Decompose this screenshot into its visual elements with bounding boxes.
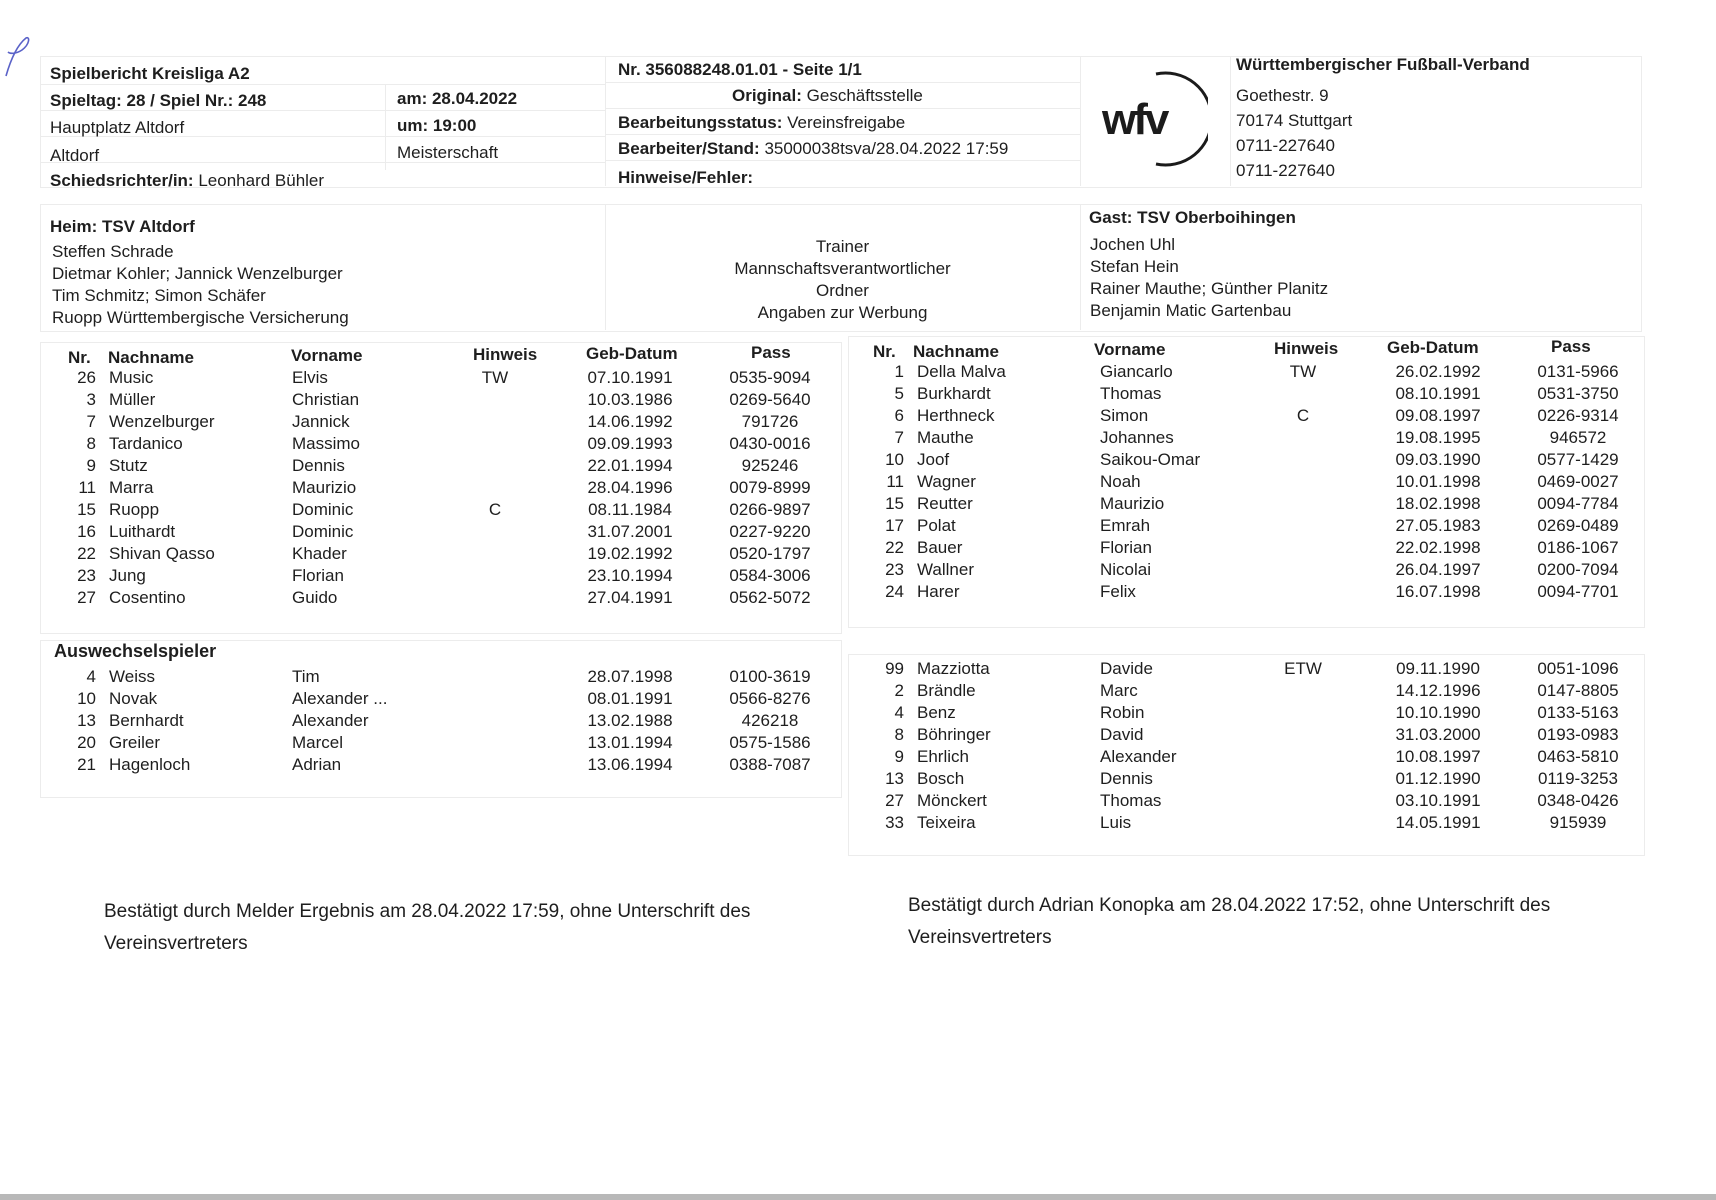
player-geb: 19.02.1992 [587,544,673,563]
home-official-trainer: Steffen Schrade [52,242,174,261]
player-geb: 09.03.1990 [1395,450,1481,469]
player-pass: 0079-8999 [729,478,811,497]
notes-label: Hinweise/Fehler: [618,168,754,187]
player-geb: 10.03.1986 [587,390,673,409]
player-vorname: Khader [292,544,347,563]
player-nr: 17 [885,516,904,535]
player-vorname: Thomas [1100,384,1162,403]
player-hinweis: C [1296,406,1310,425]
player-nachname: Wenzelburger [109,412,215,431]
player-vorname: Johannes [1100,428,1174,447]
player-pass: 0193-0983 [1537,725,1619,744]
player-nr: 4 [86,667,96,686]
status-line: Bearbeitungsstatus: Vereinsfreigabe [618,113,906,132]
player-hinweis: ETW [1284,659,1322,678]
player-nr: 22 [885,538,904,557]
player-pass: 946572 [1549,428,1607,447]
away-team-title: Gast: TSV Oberboihingen [1089,208,1296,227]
player-row [40,368,840,390]
player-geb: 28.04.1996 [587,478,673,497]
player-nr: 13 [885,769,904,788]
player-nr: 1 [894,362,904,381]
player-geb: 07.10.1991 [587,368,673,387]
home-col-vorname: Vorname [291,346,363,365]
player-pass: 0348-0426 [1537,791,1619,810]
player-geb: 13.06.1994 [587,755,673,774]
player-row [848,769,1643,791]
player-geb: 27.04.1991 [587,588,673,607]
original-line: Original: Geschäftsstelle [732,86,923,105]
player-pass: 0269-5640 [729,390,811,409]
player-nr: 15 [77,500,96,519]
player-nr: 22 [77,544,96,563]
player-nr: 23 [77,566,96,585]
player-pass: 0133-5163 [1537,703,1619,722]
wfv-logo-icon [1098,68,1208,168]
player-row [848,747,1643,769]
match-time: um: 19:00 [397,116,477,135]
player-geb: 10.01.1998 [1395,472,1481,491]
subs-title: Auswechselspieler [54,641,217,661]
player-row [40,500,840,522]
player-nr: 9 [86,456,96,475]
player-nachname: Wallner [917,560,974,579]
player-row [848,703,1643,725]
player-row [848,582,1643,604]
player-nachname: Greiler [109,733,161,752]
player-vorname: Noah [1100,472,1141,491]
player-nachname: Müller [109,390,156,409]
player-row [40,667,840,689]
player-nachname: Reutter [917,494,973,513]
player-row [40,434,840,456]
player-row [848,538,1643,560]
player-nr: 11 [78,478,96,497]
player-nr: 2 [894,681,904,700]
match-date: am: 28.04.2022 [397,89,518,108]
player-geb: 03.10.1991 [1395,791,1481,810]
player-row [848,516,1643,538]
player-row [848,450,1643,472]
away-official-sponsor: Benjamin Matic Gartenbau [1090,301,1292,320]
role-sponsor: Angaben zur Werbung [757,303,928,322]
player-hinweis: TW [1289,362,1317,381]
player-vorname: Dennis [1100,769,1153,788]
away-col-hinweis: Hinweis [1274,339,1339,358]
player-row [40,478,840,500]
player-row [40,755,840,777]
referee: Schiedsrichter/in: Leonhard Bühler [50,171,325,190]
scan-edge [0,1194,1716,1200]
player-nachname: Cosentino [109,588,186,607]
player-nachname: Weiss [109,667,155,686]
venue: Hauptplatz Altdorf [50,118,185,137]
player-nachname: Marra [109,478,154,497]
player-nr: 16 [77,522,96,541]
player-geb: 22.02.1998 [1395,538,1481,557]
player-nachname: Shivan Qasso [109,544,215,563]
player-nachname: Bernhardt [109,711,184,730]
player-geb: 31.07.2001 [587,522,673,541]
home-official-steward: Tim Schmitz; Simon Schäfer [52,286,266,305]
player-geb: 28.07.1998 [587,667,673,686]
away-col-pass: Pass [1551,337,1591,356]
player-nr: 8 [894,725,904,744]
association-fax: 0711-227640 [1236,161,1335,180]
home-col-geb: Geb-Datum [586,344,678,363]
player-vorname: Adrian [292,755,342,774]
player-geb: 16.07.1998 [1395,582,1481,601]
player-geb: 14.12.1996 [1395,681,1481,700]
spieltag-info: Spieltag: 28 / Spiel Nr.: 248 [50,91,267,110]
player-nr: 3 [86,390,96,409]
player-vorname: Simon [1100,406,1149,425]
player-nr: 11 [886,472,904,491]
player-pass: 0266-9897 [729,500,811,519]
player-geb: 26.04.1997 [1395,560,1481,579]
away-subs-list [848,659,1643,835]
player-vorname: Alexander [292,711,369,730]
player-nachname: Mazziotta [917,659,990,678]
player-geb: 08.11.1984 [588,500,672,519]
player-row [40,544,840,566]
player-pass: 0269-0489 [1537,516,1619,535]
player-nr: 27 [77,588,96,607]
player-vorname: Davide [1100,659,1153,678]
player-row [848,406,1643,428]
player-geb: 18.02.1998 [1395,494,1481,513]
player-nr: 27 [885,791,904,810]
player-pass: 0566-8276 [729,689,811,708]
player-pass: 0463-5810 [1537,747,1619,766]
player-geb: 08.01.1991 [587,689,673,708]
player-pass: 0584-3006 [729,566,811,585]
player-nachname: Ruopp [109,500,160,519]
association-street: Goethestr. 9 [1236,86,1329,105]
player-pass: 0388-7087 [729,755,811,774]
report-title: Spielbericht Kreisliga A2 [50,64,250,83]
player-geb: 14.06.1992 [587,412,673,431]
player-pass: 0520-1797 [729,544,811,563]
player-nr: 21 [77,755,96,774]
player-pass: 0226-9314 [1537,406,1619,425]
role-steward: Ordner [816,281,869,300]
away-official-trainer: Jochen Uhl [1090,235,1176,254]
competition: Meisterschaft [397,143,499,162]
player-nachname: Tardanico [109,434,183,453]
player-geb: 26.02.1992 [1395,362,1481,381]
player-row [40,390,840,412]
player-row [848,813,1643,835]
player-vorname: Florian [1100,538,1152,557]
player-nr: 7 [86,412,96,431]
player-pass: 0227-9220 [729,522,811,541]
player-pass: 0531-3750 [1537,384,1619,403]
player-vorname: Marc [1100,681,1138,700]
player-geb: 08.10.1991 [1395,384,1481,403]
player-row [848,428,1643,450]
player-geb: 10.10.1990 [1395,703,1481,722]
player-nr: 9 [894,747,904,766]
player-nachname: Polat [917,516,956,535]
player-vorname: Tim [292,667,320,686]
home-starters-list [40,368,840,610]
player-nachname: Teixeira [917,813,976,832]
home-subs-list [40,667,840,777]
player-pass: 0100-3619 [729,667,811,686]
player-pass: 0119-3253 [1537,769,1619,788]
player-nr: 23 [885,560,904,579]
player-pass: 925246 [741,456,799,475]
pen-mark-icon [2,32,32,82]
player-nachname: Hagenloch [109,755,191,774]
away-col-vorname: Vorname [1094,340,1166,359]
player-vorname: Maurizio [292,478,357,497]
player-vorname: Christian [292,390,360,409]
player-row [848,472,1643,494]
player-nachname: Mauthe [917,428,974,447]
player-geb: 09.11.1990 [1396,659,1480,678]
player-nachname: Joof [917,450,950,469]
player-nr: 5 [894,384,904,403]
player-vorname: Jannick [292,412,350,431]
player-row [848,725,1643,747]
player-vorname: Giancarlo [1100,362,1173,381]
player-pass: 0577-1429 [1537,450,1619,469]
town: Altdorf [50,146,100,165]
player-geb: 31.03.2000 [1395,725,1481,744]
player-nr: 33 [885,813,904,832]
away-confirmation: Bestätigt durch Adrian Konopka am 28.04.2022 17:52, ohne Unterschrift des Vereinsvertreters [908,895,1551,948]
player-nr: 10 [885,450,904,469]
player-nachname: Jung [109,566,146,585]
away-official-manager: Stefan Hein [1090,257,1179,276]
player-nachname: Benz [917,703,956,722]
home-official-sponsor: Ruopp Württembergische Versicherung [52,308,349,327]
player-row [40,522,840,544]
player-vorname: Dennis [292,456,345,475]
role-manager: Mannschaftsverantwortlicher [734,259,951,278]
player-nr: 15 [885,494,904,513]
player-nachname: Della Malva [917,362,1006,381]
player-row [848,560,1643,582]
away-starters-list [848,362,1643,604]
wfv-logo-text: wfv [1102,95,1167,144]
player-row [40,566,840,588]
player-geb: 14.05.1991 [1395,813,1481,832]
away-col-nr: Nr. [873,342,896,361]
player-vorname: Robin [1100,703,1145,722]
player-vorname: Massimo [292,434,361,453]
player-geb: 23.10.1994 [587,566,673,585]
player-row [848,681,1643,703]
player-nachname: Wagner [917,472,976,491]
association-name: Württembergischer Fußball-Verband [1236,55,1530,74]
player-geb: 01.12.1990 [1395,769,1481,788]
player-pass: 0469-0027 [1537,472,1619,491]
referee-name: Leonhard Bühler [198,171,325,190]
player-nr: 26 [77,368,96,387]
player-geb: 19.08.1995 [1395,428,1481,447]
home-col-hinweis: Hinweis [473,345,538,364]
player-vorname: Emrah [1100,516,1151,535]
player-vorname: Dominic [292,522,354,541]
player-nr: 13 [77,711,96,730]
association-city: 70174 Stuttgart [1236,111,1353,130]
player-nachname: Stutz [109,456,148,475]
player-nr: 24 [885,582,904,601]
home-confirmation: Bestätigt durch Melder Ergebnis am 28.04.2022 17:59, ohne Unterschrift des Vereinsvertreters [104,901,751,954]
player-pass: 0562-5072 [729,588,811,607]
player-vorname: Alexander ... [292,689,388,708]
player-nr: 4 [894,703,904,722]
player-row [40,689,840,711]
player-pass: 0186-1067 [1537,538,1619,557]
player-nachname: Novak [109,689,158,708]
association-phone: 0711-227640 [1236,136,1335,155]
player-pass: 0535-9094 [729,368,811,387]
home-col-pass: Pass [751,343,791,362]
player-vorname: Dominic [292,500,354,519]
player-pass: 0430-0016 [729,434,811,453]
player-pass: 0147-8805 [1537,681,1619,700]
player-nachname: Böhringer [917,725,991,744]
player-hinweis: C [488,500,502,519]
away-col-geb: Geb-Datum [1387,338,1479,357]
player-row [40,412,840,434]
away-col-nachname: Nachname [913,342,999,361]
player-row [848,494,1643,516]
home-col-nachname: Nachname [108,348,194,367]
player-row [40,733,840,755]
player-vorname: Felix [1100,582,1136,601]
player-vorname: Saikou-Omar [1100,450,1201,469]
player-nachname: Mönckert [917,791,987,810]
player-nachname: Brändle [917,681,976,700]
player-pass: 791726 [741,412,799,431]
player-geb: 10.08.1997 [1395,747,1481,766]
player-nachname: Herthneck [917,406,995,425]
player-pass: 915939 [1549,813,1607,832]
player-nr: 6 [894,406,904,425]
home-official-manager: Dietmar Kohler; Jannick Wenzelburger [52,264,343,283]
player-nachname: Burkhardt [917,384,991,403]
player-nachname: Bauer [917,538,963,557]
player-nr: 20 [77,733,96,752]
player-vorname: Thomas [1100,791,1162,810]
player-geb: 13.01.1994 [587,733,673,752]
player-vorname: Luis [1100,813,1132,832]
home-team-title: Heim: TSV Altdorf [50,217,195,236]
player-vorname: Guido [292,588,338,607]
player-row [40,588,840,610]
player-vorname: David [1100,725,1144,744]
player-geb: 09.08.1997 [1395,406,1481,425]
player-pass: 0094-7784 [1537,494,1619,513]
player-row [848,791,1643,813]
player-nachname: Bosch [917,769,965,788]
player-vorname: Nicolai [1100,560,1152,579]
player-nachname: Harer [917,582,960,601]
player-row [848,384,1643,406]
player-nr: 99 [885,659,904,678]
player-vorname: Elvis [292,368,328,387]
home-col-nr: Nr. [68,348,91,367]
player-geb: 27.05.1983 [1395,516,1481,535]
report-number: Nr. 356088248.01.01 - Seite 1/1 [618,60,862,79]
player-vorname: Florian [292,566,344,585]
player-row [40,711,840,733]
player-vorname: Marcel [292,733,344,752]
player-nr: 10 [77,689,96,708]
player-pass: 0575-1586 [729,733,811,752]
player-pass: 0051-1096 [1537,659,1619,678]
role-trainer: Trainer [815,237,870,256]
player-nr: 8 [86,434,96,453]
player-nachname: Ehrlich [917,747,969,766]
player-geb: 22.01.1994 [587,456,673,475]
player-geb: 13.02.1988 [587,711,673,730]
player-pass: 426218 [741,711,799,730]
editor-line: Bearbeiter/Stand: 35000038tsva/28.04.2022 17:59 [618,139,1009,158]
player-vorname: Maurizio [1100,494,1165,513]
player-pass: 0200-7094 [1537,560,1619,579]
player-pass: 0131-5966 [1537,362,1619,381]
player-pass: 0094-7701 [1537,582,1619,601]
player-row [848,659,1643,681]
player-row [40,456,840,478]
player-nachname: Music [109,368,154,387]
player-row [848,362,1643,384]
player-vorname: Alexander [1100,747,1177,766]
player-hinweis: TW [481,368,509,387]
player-nr: 7 [894,428,904,447]
player-nachname: Luithardt [109,522,176,541]
away-official-steward: Rainer Mauthe; Günther Planitz [1090,279,1329,298]
player-geb: 09.09.1993 [587,434,673,453]
